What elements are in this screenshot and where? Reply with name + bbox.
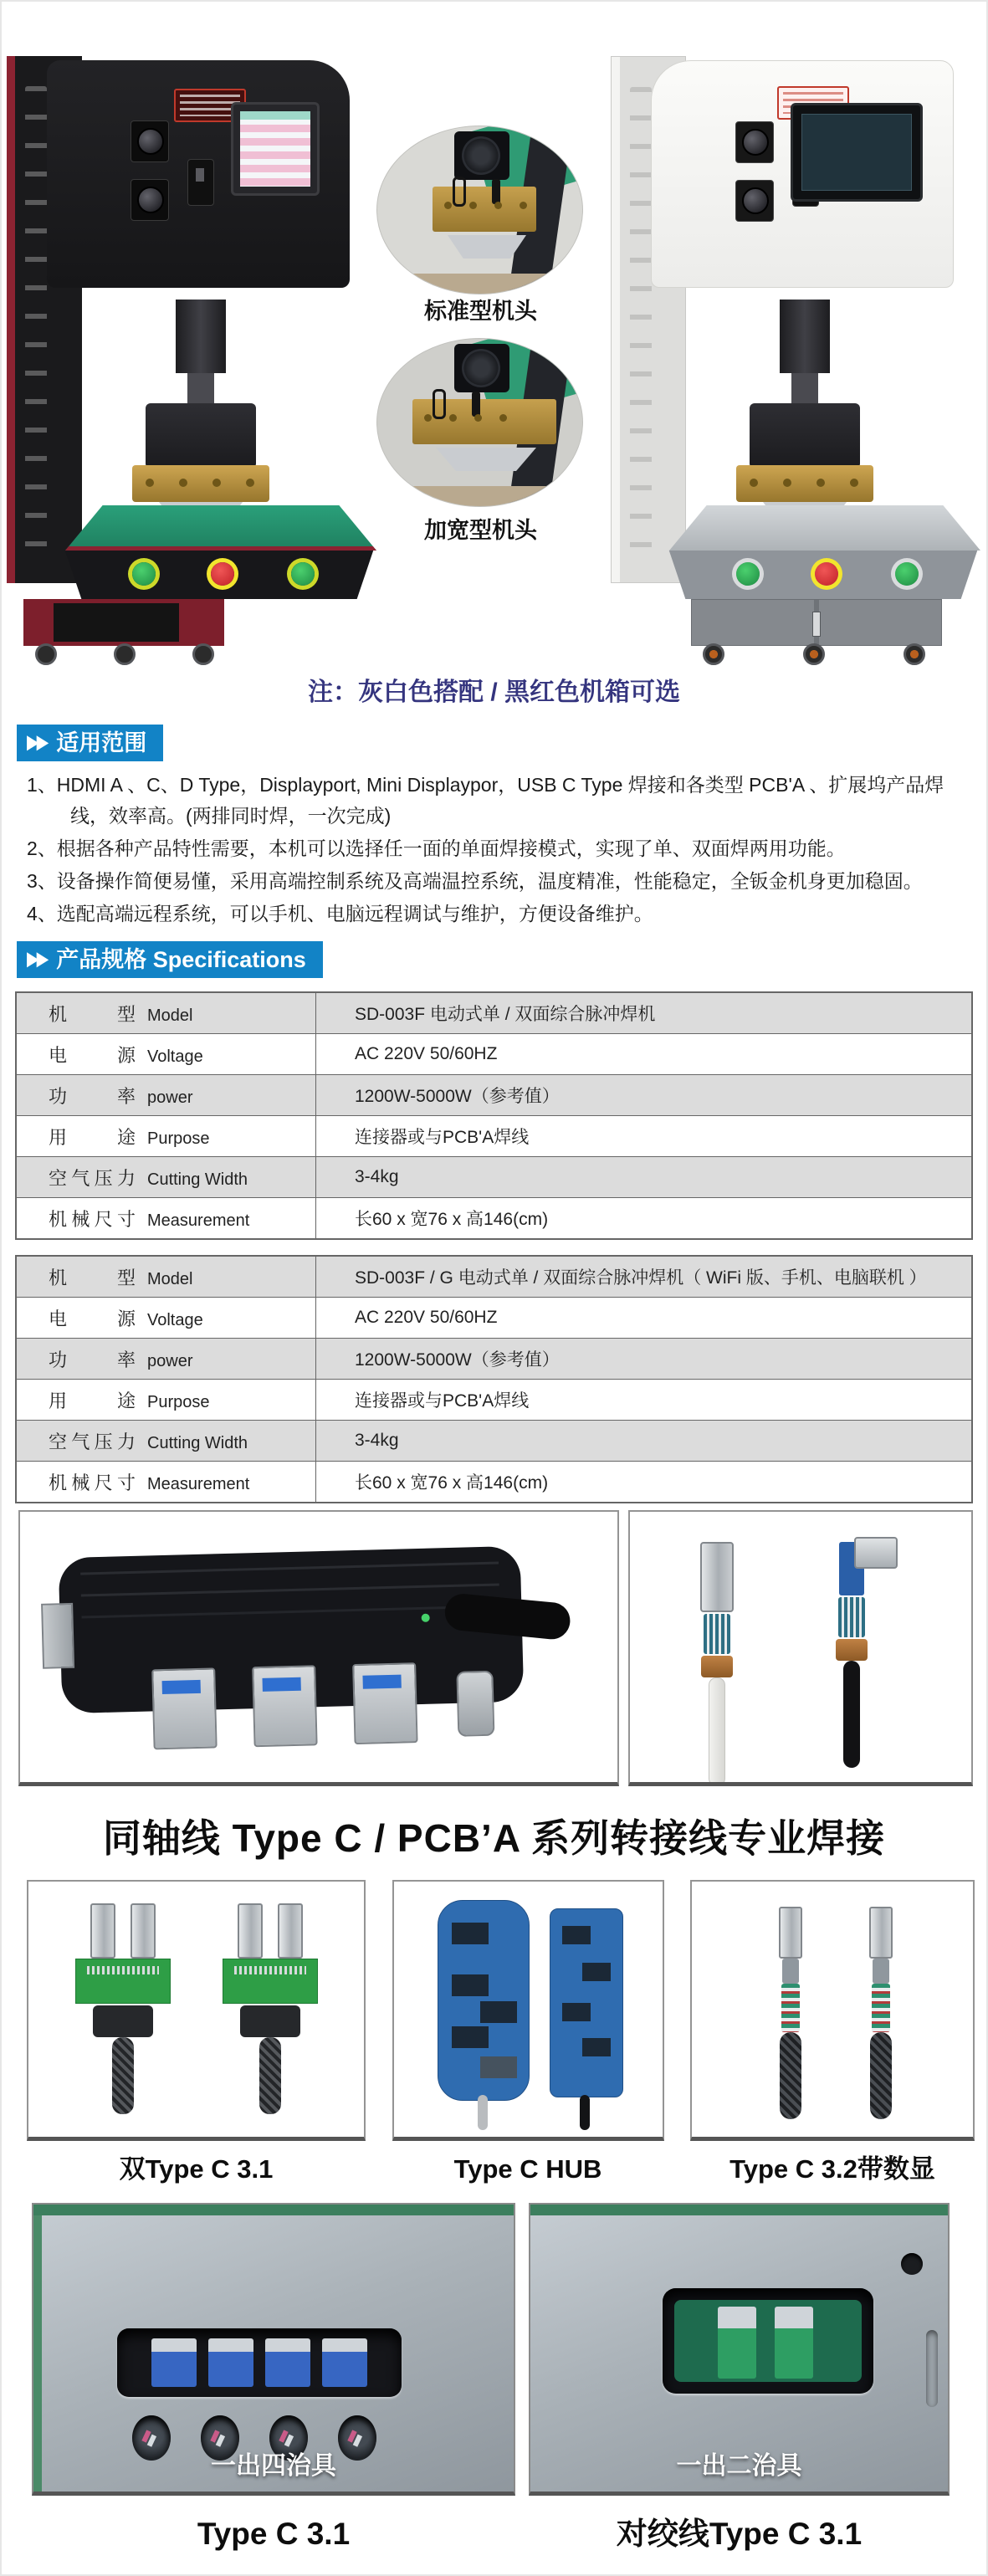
- spec-value: 连接器或与PCB'A焊线: [316, 1116, 973, 1157]
- slim-cable: [856, 1907, 906, 2119]
- spec-label-cn: 用 途: [49, 1390, 136, 1411]
- table-row: [16, 1034, 972, 1075]
- hdmi-port-icon: [41, 1603, 74, 1669]
- double-arrow-icon: ▶▶: [27, 948, 47, 970]
- connector-shell: [238, 1903, 263, 1959]
- spec-label-cn: 机 型: [49, 1267, 136, 1288]
- spec-value: 1200W-5000W（参考值）: [316, 1075, 973, 1116]
- connector-pcb: [839, 1542, 864, 1595]
- fixture-overlay-label: 一出二治具: [676, 2452, 802, 2480]
- spec-label-en: Model: [147, 1006, 193, 1025]
- bolt-hole-icon: [901, 2253, 923, 2275]
- scope-item: 4、选配高端远程系统，可以手机、电脑远程调试与维护，方便设备维护。: [27, 903, 653, 924]
- connector-chip: [208, 2338, 253, 2387]
- spec-label-cn: 机 型: [49, 1003, 136, 1025]
- photo-usb-hub-pcb: [18, 1510, 619, 1786]
- scope-list: [27, 770, 968, 930]
- welding-head: [146, 403, 256, 469]
- gold-clamp: [433, 187, 536, 232]
- series-title: 同轴线 Type C / PCB’A 系列转接线专业焊接: [102, 1816, 886, 1860]
- spec-label-en: Voltage: [147, 1047, 203, 1066]
- motor: [780, 300, 830, 373]
- gold-clamp: [132, 465, 269, 502]
- connector-assembly: [60, 1903, 186, 2114]
- work-table-top: [669, 505, 980, 551]
- table-row: [16, 1075, 972, 1116]
- scope-item: 2、根据各种产品特性需要，本机可以选择任一面的单面焊接模式，实现了单、双面焊两用功能。: [27, 837, 846, 859]
- rotary-knob-icon: [735, 180, 774, 222]
- specs-badge: [17, 941, 323, 978]
- cooling-fan-icon: [454, 344, 509, 392]
- copper-shield: [836, 1639, 868, 1661]
- machine-black-red: [7, 10, 371, 667]
- green-button-icon: [291, 562, 315, 586]
- scope-item: 1、HDMI A 、C、D Type，Displayport, Mini Displaypor，USB C Type 焊接和各类型 PCB'A 、扩展坞产品焊线，效率高。(两排同时焊，一次完成): [27, 774, 944, 827]
- wire-wrap: [240, 2005, 300, 2037]
- rotary-knob-icon: [131, 120, 169, 162]
- hero-machines: [2, 2, 986, 669]
- spec-label-en: Purpose: [147, 1129, 210, 1148]
- type-c-cable-white: [700, 1542, 734, 1786]
- spec-label-en: Voltage: [147, 1310, 203, 1329]
- photo-type-c-cables: [628, 1510, 973, 1786]
- green-button-icon: [132, 562, 156, 586]
- scope-item: 3、设备操作简便易懂，采用高端控制系统及高端温控系统，温度精准，性能稳定，全钣金机身更加稳固。: [27, 870, 923, 892]
- spec-value: 1200W-5000W（参考值）: [316, 1339, 973, 1380]
- usb-port-icon: [352, 1662, 417, 1744]
- fixture-slot: [663, 2288, 873, 2394]
- connector-shell: [700, 1542, 734, 1612]
- photo-fixture-four-out: [32, 2203, 515, 2496]
- touchscreen: [791, 103, 923, 202]
- cable: [580, 2095, 590, 2130]
- spec-label-en: Cutting Width: [147, 1170, 248, 1189]
- specs-title: 产品规格 Specifications: [56, 947, 306, 972]
- blue-pcb: [550, 1908, 623, 2097]
- cable: [843, 1661, 860, 1768]
- button-panel: [55, 551, 383, 599]
- fixture-row: [2, 2203, 986, 2496]
- braided-cable: [780, 2032, 801, 2119]
- control-panel: [651, 60, 954, 288]
- spec-table-1: [15, 991, 973, 1240]
- braided-cable: [259, 2037, 281, 2114]
- double-arrow-icon: ▶▶: [27, 731, 47, 754]
- motor: [176, 300, 226, 373]
- connector-chip: [322, 2338, 367, 2387]
- blue-pcb: [438, 1900, 530, 2101]
- spec-label-cn: 电 源: [49, 1308, 136, 1329]
- exposed-wires: [872, 1984, 890, 2032]
- table-row: [16, 1462, 972, 1503]
- emergency-stop-icon: [211, 562, 234, 586]
- table-row: [16, 1421, 972, 1462]
- fixture-caption: Type C 3.1: [197, 2517, 351, 2551]
- connector-neck: [873, 1959, 889, 1984]
- spec-label-cn: 空气压力: [49, 1431, 136, 1452]
- copper-shield: [701, 1656, 733, 1677]
- table-row: [16, 1157, 972, 1198]
- machine-white-gray: [611, 10, 975, 667]
- connector-chip: [775, 2307, 813, 2379]
- color-option-note: 注：灰白色搭配 / 黑红色机箱可选: [307, 679, 680, 706]
- scope-badge: [17, 725, 163, 761]
- table-row: [16, 1380, 972, 1421]
- table-row: [16, 1198, 972, 1240]
- green-pcb: [75, 1959, 171, 2004]
- connector-chip: [265, 2338, 310, 2387]
- inset-wide-head-photo: [376, 338, 583, 507]
- braided-cable: [112, 2037, 134, 2114]
- spec-value: SD-003F 电动式单 / 双面综合脉冲焊机: [316, 992, 973, 1034]
- table-row: [16, 992, 972, 1034]
- product-caption: Type C 3.2带数显: [729, 2154, 935, 2184]
- spec-label-cn: 机械尺寸: [49, 1208, 136, 1230]
- fixture-caption: 对绞线Type C 3.1: [616, 2517, 863, 2551]
- spec-label-cn: 用 途: [49, 1126, 136, 1148]
- product-caption: 双Type C 3.1: [119, 2154, 274, 2184]
- touchscreen: [231, 102, 320, 196]
- connector-shell: [869, 1907, 893, 1959]
- gold-clamp: [736, 465, 873, 502]
- spec-label-en: Measurement: [147, 1211, 250, 1230]
- emergency-stop-icon: [815, 562, 838, 586]
- photo-dual-type-c: [27, 1880, 366, 2141]
- cable: [478, 2095, 488, 2130]
- product-caption: Type C HUB: [453, 2154, 602, 2184]
- rotary-knob-icon: [735, 121, 774, 163]
- spec-label-en: Model: [147, 1269, 193, 1288]
- side-slot: [926, 2330, 938, 2407]
- spec-value: AC 220V 50/60HZ: [316, 1298, 973, 1339]
- connector-neck: [782, 1959, 799, 1984]
- control-panel: [47, 60, 350, 288]
- spec-label-cn: 功 率: [49, 1085, 136, 1107]
- spec-label-en: Purpose: [147, 1392, 210, 1411]
- shaft: [187, 373, 214, 405]
- rotary-knob-icon: [131, 179, 169, 221]
- spec-value: 3-4kg: [316, 1421, 973, 1462]
- spec-label-cn: 机械尺寸: [49, 1472, 136, 1493]
- green-pcb: [223, 1959, 318, 2004]
- connector-shell: [131, 1903, 156, 1959]
- photo-fixture-two-out: [529, 2203, 950, 2496]
- exposed-wires: [838, 1597, 865, 1637]
- section-scope: [2, 725, 986, 761]
- connector-chip: [151, 2338, 197, 2387]
- usb-port-icon: [252, 1665, 317, 1747]
- button-panel: [659, 551, 987, 599]
- usb-port-icon: [151, 1667, 217, 1749]
- cable: [443, 1592, 572, 1641]
- type-c-port-icon: [456, 1671, 494, 1737]
- shaft: [791, 373, 818, 405]
- table-row: [16, 1339, 972, 1380]
- spec-value: SD-003F / G 电动式单 / 双面综合脉冲焊机（ WiFi 版、手机、电脑联机 ）: [316, 1256, 973, 1298]
- fixture-caption-row: [2, 2514, 986, 2554]
- spec-label-en: Cutting Width: [147, 1433, 248, 1452]
- spec-value: 长60 x 宽76 x 高146(cm): [316, 1198, 973, 1240]
- power-switch-icon: [187, 159, 214, 206]
- braided-cable: [870, 2032, 892, 2119]
- photo-row: [2, 1510, 986, 1786]
- work-table-top: [65, 505, 376, 551]
- gold-clamp: [412, 399, 556, 444]
- fixture-slot: [117, 2328, 402, 2397]
- inset-label-standard: 标准型机头: [424, 299, 537, 324]
- table-row: [16, 1116, 972, 1157]
- port-slot: [452, 1923, 489, 1944]
- fixture-overlay-label: 一出四治具: [211, 2452, 336, 2480]
- spec-label-cn: 空气压力: [49, 1167, 136, 1189]
- connector-chip: [718, 2307, 756, 2379]
- green-button-icon: [895, 562, 919, 586]
- welding-head: [750, 403, 860, 469]
- cabinet: [691, 599, 942, 646]
- spec-table-2: [15, 1255, 973, 1503]
- wire-wrap: [93, 2005, 153, 2037]
- spec-label-cn: 功 率: [49, 1349, 136, 1370]
- base-board: [377, 274, 582, 294]
- cooling-fan-icon: [454, 131, 509, 180]
- spec-value: 长60 x 宽76 x 高146(cm): [316, 1462, 973, 1503]
- slim-cable: [765, 1907, 816, 2119]
- cable: [709, 1677, 725, 1786]
- inset-standard-head-photo: [376, 125, 583, 294]
- port-slot: [562, 1926, 591, 1944]
- connector-shell: [90, 1903, 115, 1959]
- spec-label-en: power: [147, 1088, 193, 1107]
- exposed-wires: [781, 1984, 800, 2032]
- led-icon: [422, 1614, 430, 1622]
- hub-pcb: [59, 1546, 525, 1713]
- three-photo-row: [2, 1880, 986, 2141]
- inset-label-wide: 加宽型机头: [424, 518, 537, 543]
- photo-type-c-digital-cables: [690, 1880, 975, 2141]
- spec-value: 连接器或与PCB'A焊线: [316, 1380, 973, 1421]
- table-row: [16, 1298, 972, 1339]
- connector-shell: [278, 1903, 303, 1959]
- base-board: [377, 486, 582, 506]
- spec-label-cn: 电 源: [49, 1044, 136, 1066]
- spec-value: 3-4kg: [316, 1157, 973, 1198]
- photo-type-c-hub-boards: [392, 1880, 664, 2141]
- spec-label-en: power: [147, 1351, 193, 1370]
- connector-shell: [779, 1907, 802, 1959]
- spec-value: AC 220V 50/60HZ: [316, 1034, 973, 1075]
- table-row: [16, 1256, 972, 1298]
- cabinet: [23, 599, 224, 646]
- exposed-wires: [704, 1614, 730, 1654]
- spec-label-en: Measurement: [147, 1474, 250, 1493]
- three-caption-row: [2, 2153, 986, 2186]
- type-c-cable-black: [836, 1542, 868, 1768]
- green-button-icon: [736, 562, 760, 586]
- connector-assembly: [207, 1903, 333, 2114]
- scope-title: 适用范围: [56, 730, 147, 755]
- section-specs: [2, 941, 986, 978]
